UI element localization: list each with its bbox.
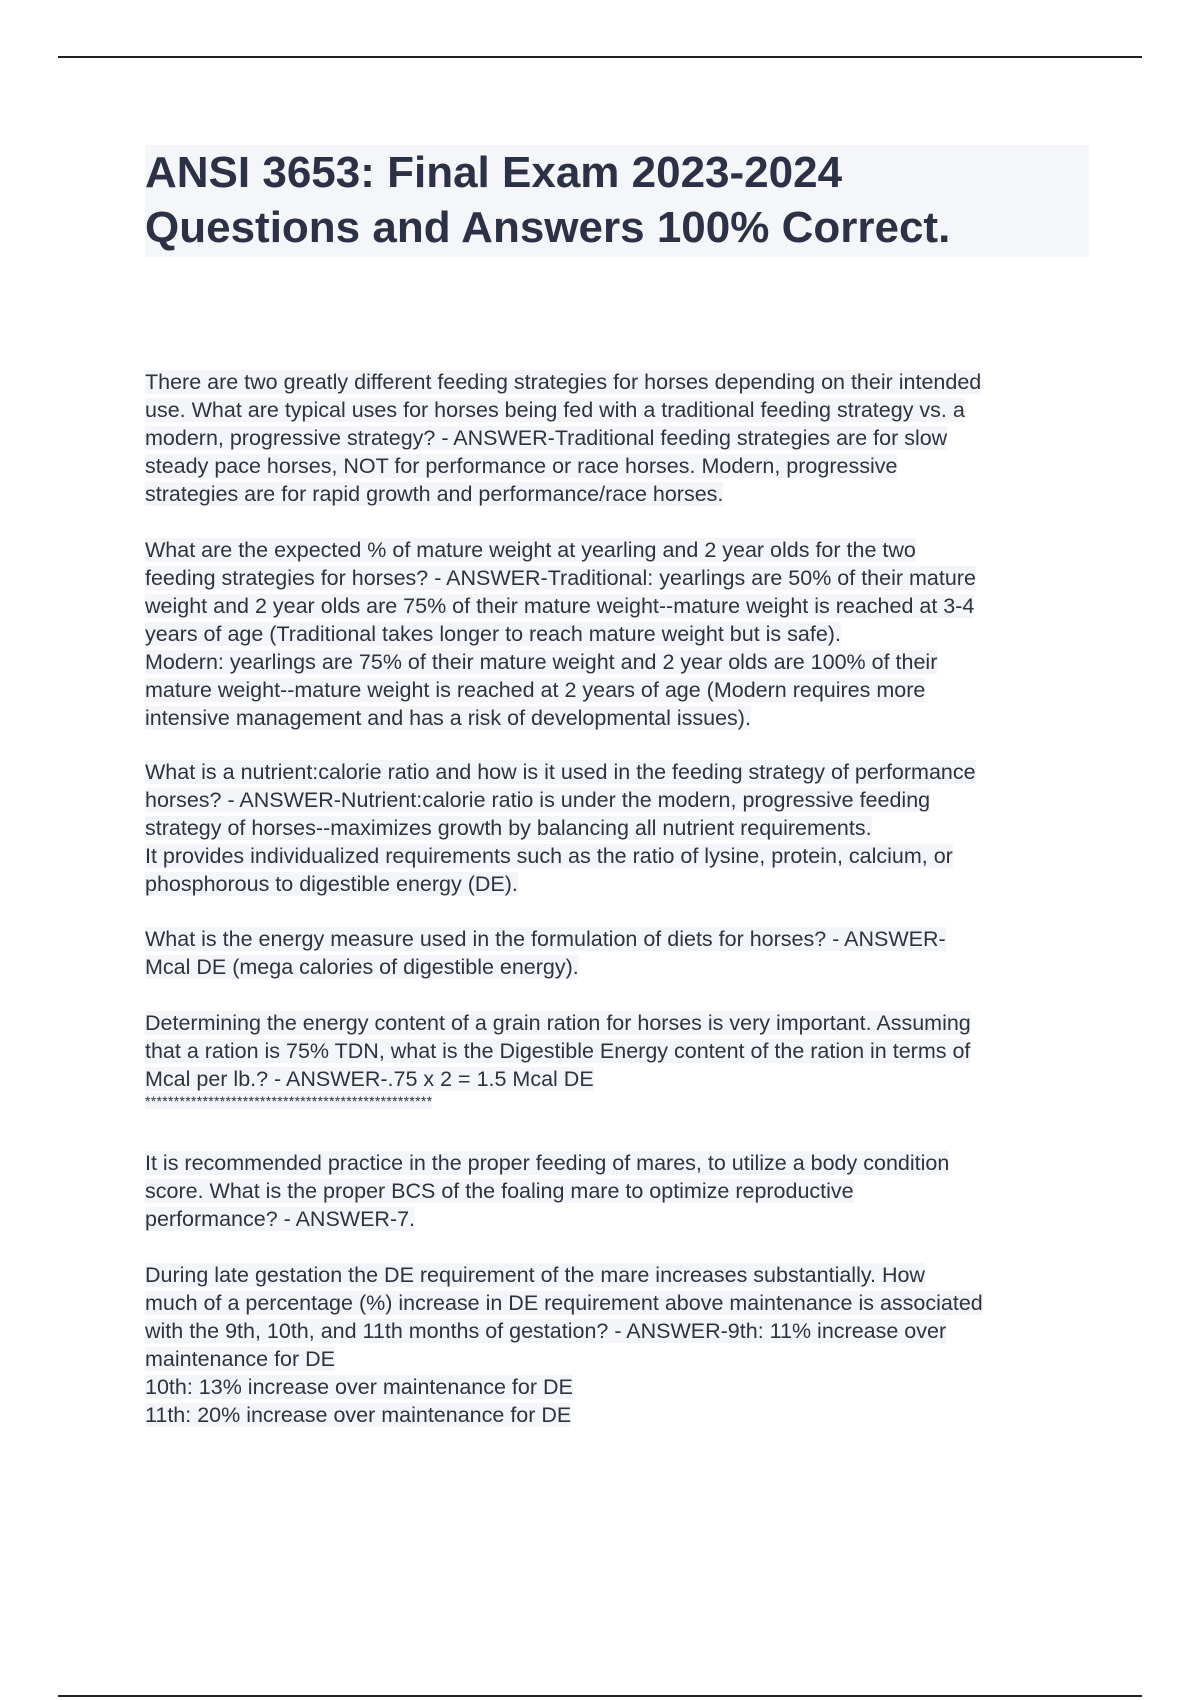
title-line: ANSI 3653: Final Exam 2023-2024	[145, 148, 843, 197]
qa-text-line: use. What are typical uses for horses being fed with a traditional feeding strategy vs. a	[145, 398, 965, 422]
qa-text-line: strategies are for rapid growth and performance/race horses.	[145, 482, 724, 506]
qa-text-line: performance? - ANSWER-7.	[145, 1207, 416, 1231]
qa-text-line: that a ration is 75% TDN, what is the Digestible Energy content of the ration in terms of	[145, 1039, 971, 1063]
qa-item	[145, 1149, 1095, 1233]
separator-stars: **************************************************	[145, 1093, 433, 1109]
qa-text-line: steady pace horses, NOT for performance or race horses. Modern, progressive	[145, 454, 898, 478]
qa-item	[145, 758, 1095, 898]
qa-item	[145, 925, 1095, 981]
qa-text-line: years of age (Traditional takes longer to reach mature weight but is safe).	[145, 622, 841, 646]
qa-text-line: 10th: 13% increase over maintenance for DE	[145, 1375, 573, 1399]
qa-text-line: Mcal DE (mega calories of digestible energy).	[145, 955, 579, 979]
qa-text-line: strategy of horses--maximizes growth by balancing all nutrient requirements.	[145, 816, 872, 840]
qa-text-line: feeding strategies for horses? - ANSWER-Traditional: yearlings are 50% of their mature	[145, 566, 976, 590]
qa-text-line: 11th: 20% increase over maintenance for DE	[145, 1403, 572, 1427]
qa-text-line: What is a nutrient:calorie ratio and how is it used in the feeding strategy of performance	[145, 760, 976, 784]
qa-text-line: intensive management and has a risk of developmental issues).	[145, 706, 751, 730]
top-rule	[58, 56, 1142, 58]
qa-text-line: Modern: yearlings are 75% of their mature weight and 2 year olds are 100% of their	[145, 650, 938, 674]
qa-text-line: phosphorous to digestible energy (DE).	[145, 872, 518, 896]
qa-text-line: During late gestation the DE requirement of the mare increases substantially. How	[145, 1263, 925, 1287]
qa-item	[145, 368, 1095, 508]
qa-text-line: mature weight--mature weight is reached at 2 years of age (Modern requires more	[145, 678, 926, 702]
title-line: Questions and Answers 100% Correct.	[145, 203, 951, 252]
qa-text-line: score. What is the proper BCS of the foaling mare to optimize reproductive	[145, 1179, 854, 1203]
qa-item	[145, 1261, 1095, 1429]
qa-text-line: weight and 2 year olds are 75% of their mature weight--mature weight is reached at 3-4	[145, 594, 975, 618]
qa-item	[145, 536, 1095, 732]
document-title	[145, 145, 1089, 257]
qa-text-line: Determining the energy content of a grain ration for horses is very important. Assuming	[145, 1011, 971, 1035]
qa-text-line: Mcal per lb.? - ANSWER-.75 x 2 = 1.5 Mcal DE	[145, 1067, 594, 1091]
qa-text-line: much of a percentage (%) increase in DE requirement above maintenance is associated	[145, 1291, 983, 1315]
qa-text-line: What are the expected % of mature weight at yearling and 2 year olds for the two	[145, 538, 916, 562]
bottom-rule	[58, 1695, 1142, 1697]
qa-text-line: It provides individualized requirements such as the ratio of lysine, protein, calcium, or	[145, 844, 953, 868]
qa-item	[145, 1009, 1095, 1109]
qa-text-line: horses? - ANSWER-Nutrient:calorie ratio is under the modern, progressive feeding	[145, 788, 931, 812]
qa-text-line: with the 9th, 10th, and 11th months of gestation? - ANSWER-9th: 11% increase over	[145, 1319, 947, 1343]
qa-text-line: modern, progressive strategy? - ANSWER-Traditional feeding strategies are for slow	[145, 426, 948, 450]
qa-text-line: What is the energy measure used in the formulation of diets for horses? - ANSWER-	[145, 927, 946, 951]
qa-text-line: It is recommended practice in the proper feeding of mares, to utilize a body condition	[145, 1151, 950, 1175]
qa-text-line: There are two greatly different feeding strategies for horses depending on their intended	[145, 370, 982, 394]
qa-text-line: maintenance for DE	[145, 1347, 336, 1371]
